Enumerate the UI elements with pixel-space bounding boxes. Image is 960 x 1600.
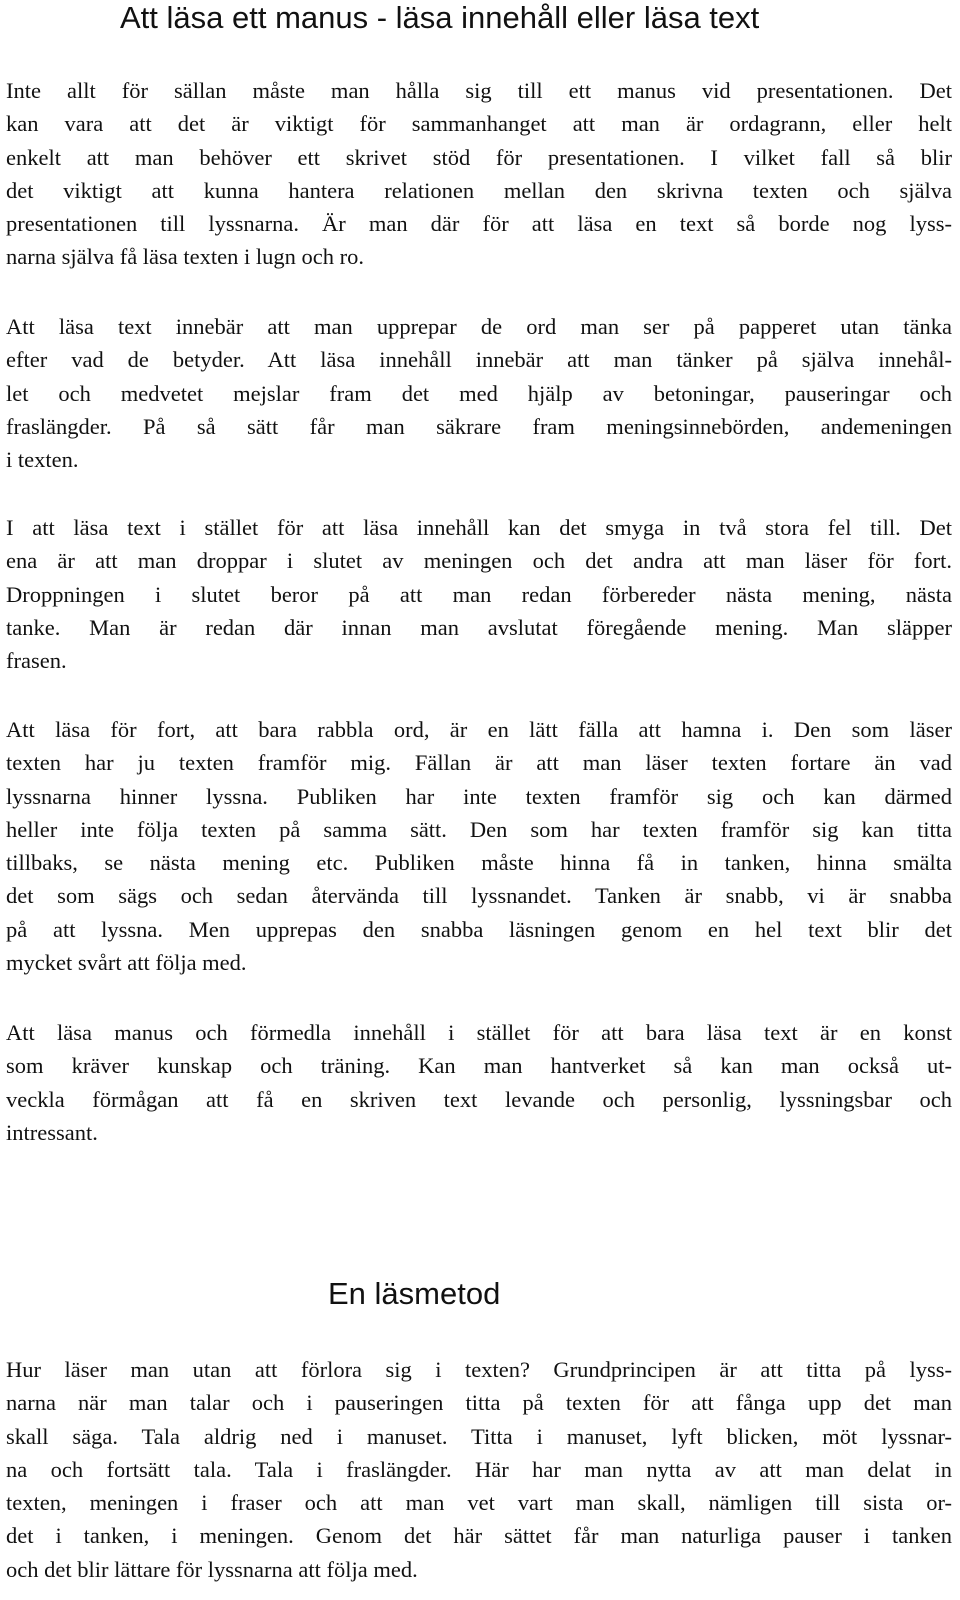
text-line: det viktigt att kunna hantera relationen mellan den skrivna texten och själva bbox=[6, 177, 952, 203]
text-line: narna själva få läsa texten i lugn och ro. bbox=[6, 244, 364, 270]
text-line: Att läsa för fort, att bara rabbla ord, är en lätt fälla att hamna i. Den som läser bbox=[6, 717, 952, 742]
text-line: efter vad de betyder. Att läsa innehåll innebär att man tänker på själva innehål- bbox=[6, 347, 952, 373]
text-line: I att läsa text i stället för att läsa innehåll kan det smyga in två stora fel till. Det bbox=[6, 515, 952, 540]
section-title-manus: Att läsa ett manus - läsa innehåll eller läsa text bbox=[120, 0, 760, 35]
text-line: ena är att man droppar i slutet av meningen och det andra att man läser för fort. bbox=[6, 548, 952, 574]
paragraph-two-errors bbox=[6, 511, 952, 677]
text-line: Inte allt för sällan måste man hålla sig till ett manus vid presentationen. Det bbox=[6, 78, 952, 103]
text-line: frasen. bbox=[6, 648, 67, 674]
text-line: let och medvetet mejslar fram det med hjälp av betoningar, pauseringar och bbox=[6, 380, 952, 406]
text-line: i texten. bbox=[6, 447, 79, 473]
text-line: tillbaks, se nästa mening etc. Publiken måste hinna få in tanken, hinna smälta bbox=[6, 850, 952, 876]
text-line: texten, meningen i fraser och att man vet vart man skall, nämligen till sista or- bbox=[6, 1490, 952, 1516]
text-line: Droppningen i slutet beror på att man redan förbereder nästa mening, nästa bbox=[6, 581, 952, 607]
text-line: fraslängder. På så sätt får man säkrare fram meningsinnebörden, andemeningen bbox=[6, 413, 952, 439]
text-line: Att läsa manus och förmedla innehåll i stället för att bara läsa text är en konst bbox=[6, 1020, 952, 1045]
text-line: presentationen till lyssnarna. Är man där för att läsa en text så borde nog lyss- bbox=[6, 211, 952, 237]
text-line: Att läsa text innebär att man upprepar de ord man ser på papperet utan tänka bbox=[6, 314, 952, 339]
paragraph-intro bbox=[6, 74, 952, 274]
text-line: och det blir lättare för lyssnarna att följa med. bbox=[6, 1556, 418, 1582]
paragraph-text-vs-content bbox=[6, 310, 952, 476]
text-line: intressant. bbox=[6, 1119, 98, 1145]
text-line: det som sägs och sedan återvända till lyssnandet. Tanken är snabb, vi är snabba bbox=[6, 883, 952, 909]
text-line: tanke. Man är redan där innan man avslutat föregående mening. Man släpper bbox=[6, 614, 952, 640]
text-line: Hur läser man utan att förlora sig i texten? Grundprincipen är att titta på lyss- bbox=[6, 1357, 952, 1382]
text-line: lyssnarna hinner lyssna. Publiken har inte texten framför sig och kan därmed bbox=[6, 783, 952, 809]
paragraph-method bbox=[6, 1353, 952, 1586]
text-line: kan vara att det är viktigt för sammanhanget att man är ordagrann, eller helt bbox=[6, 111, 952, 137]
text-line: enkelt att man behöver ett skrivet stöd för presentationen. I vilket fall så blir bbox=[6, 144, 952, 170]
paragraph-reading-too-fast bbox=[6, 713, 952, 979]
text-line: det i tanken, i meningen. Genom det här sättet får man naturliga pauser i tanken bbox=[6, 1523, 952, 1549]
text-line: texten har ju texten framför mig. Fällan är att man läser texten fortare än vad bbox=[6, 750, 952, 776]
text-line: som kräver kunskap och träning. Kan man hantverket så kan man också ut- bbox=[6, 1053, 952, 1079]
section-title-lasmetod: En läsmetod bbox=[328, 1276, 501, 1311]
text-line: veckla förmågan att få en skriven text levande och personlig, lyssningsbar och bbox=[6, 1086, 952, 1112]
paragraph-an-art bbox=[6, 1016, 952, 1149]
text-line: på att lyssna. Men upprepas den snabba läsningen genom en hel text blir det bbox=[6, 916, 952, 942]
text-line: skall säga. Tala aldrig ned i manuset. Titta i manuset, lyft blicken, möt lyssnar- bbox=[6, 1423, 952, 1449]
text-line: mycket svårt att följa med. bbox=[6, 950, 247, 976]
text-line: na och fortsätt tala. Tala i fraslängder. Här har man nytta av att man delat in bbox=[6, 1456, 952, 1482]
text-line: heller inte följa texten på samma sätt. Den som har texten framför sig kan titta bbox=[6, 816, 952, 842]
text-line: narna när man talar och i pauseringen titta på texten för att fånga upp det man bbox=[6, 1390, 952, 1416]
